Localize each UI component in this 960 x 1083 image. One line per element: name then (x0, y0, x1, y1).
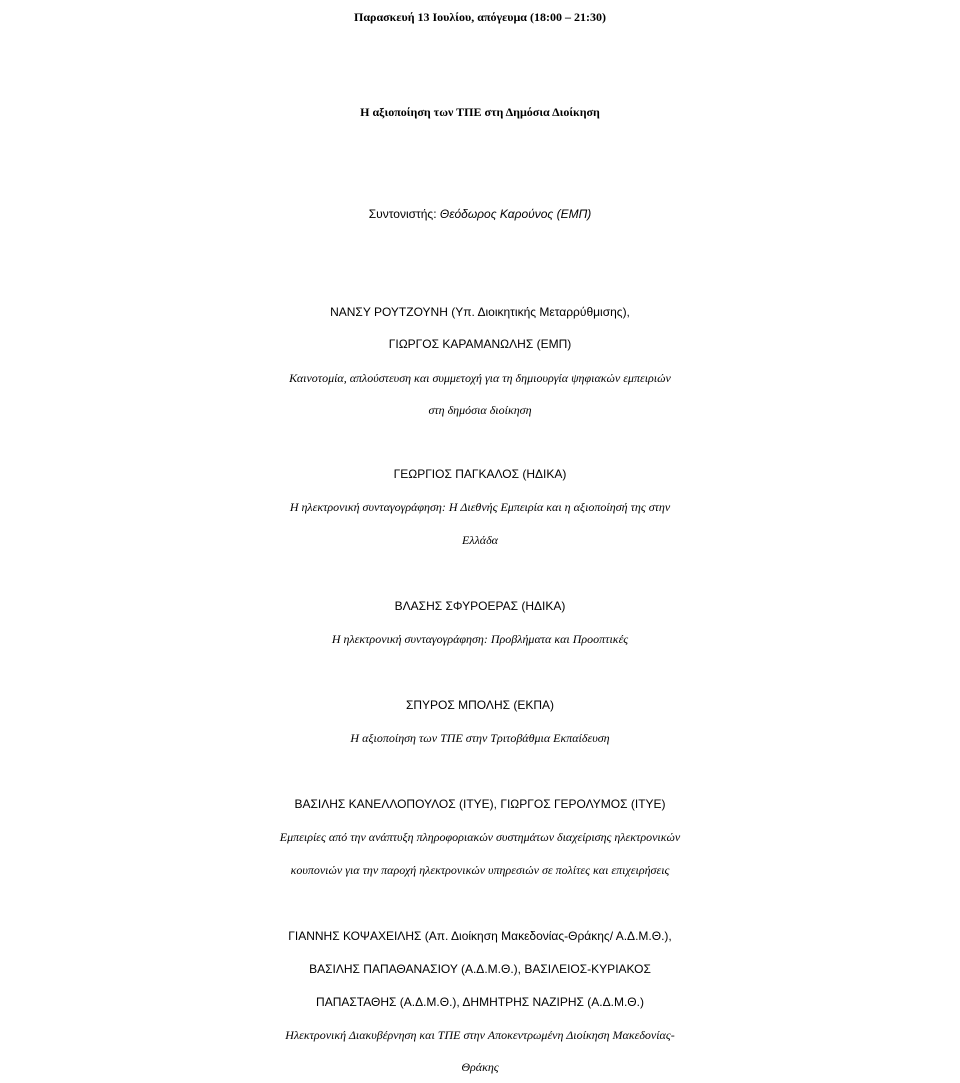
talk-1-authors-1: ΝΑΝΣΥ ΡΟΥΤΖΟΥΝΗ (Υπ. Διοικητικής Μεταρρύθμισης), (330, 305, 630, 319)
session-title: Η αξιοποίηση των ΤΠΕ στη Δημόσια Διοίκηση (360, 105, 600, 119)
talk-5-authors-1: ΒΑΣΙΛΗΣ ΚΑΝΕΛΛΟΠΟΥΛΟΣ (ΙΤΥΕ), ΓΙΩΡΓΟΣ ΓΕΡΟΛΥΜΟΣ (ΙΤΥΕ) (294, 797, 666, 811)
talk-5-title-2: κουπονιών για την παροχή ηλεκτρονικών υπηρεσιών σε πολίτες και επιχειρήσεις (290, 863, 670, 877)
talk-5-title-1: Εμπειρίες από την ανάπτυξη πληροφοριακών συστημάτων διαχείρισης ηλεκτρονικών (279, 830, 681, 844)
coordinator-name: Θεόδωρος Καρούνος (ΕΜΠ) (439, 207, 592, 221)
talk-2-title-2: Ελλάδα (462, 533, 498, 547)
talk-6-authors-3: ΠΑΠΑΣΤΑΘΗΣ (Α.Δ.Μ.Θ.), ΔΗΜΗΤΡΗΣ ΝΑΖΙΡΗΣ (Α.Δ.Μ.Θ.) (316, 995, 644, 1009)
session-date: Παρασκευή 13 Ιουλίου, απόγευμα (18:00 – 21:30) (354, 10, 606, 24)
talk-6-title-2: Θράκης (461, 1060, 499, 1074)
talk-3-authors-1: ΒΛΑΣΗΣ ΣΦΥΡΟΕΡΑΣ (ΗΔΙΚΑ) (394, 599, 566, 613)
talk-1-title-2: στη δημόσια διοίκηση (428, 403, 532, 417)
talk-4-authors-1: ΣΠΥΡΟΣ ΜΠΟΛΗΣ (ΕΚΠΑ) (405, 698, 555, 712)
coordinator-line (0, 199, 960, 229)
talk-2-title-1: Η ηλεκτρονική συνταγογράφηση: Η Διεθνής Εμπειρία και η αξιοποίησή της στην (289, 500, 671, 514)
coordinator-label: Συντονιστής: (368, 207, 437, 221)
talk-6-title-1: Ηλεκτρονική Διακυβέρνηση και ΤΠΕ στην Αποκεντρωμένη Διοίκηση Μακεδονίας- (285, 1028, 675, 1042)
talk-6-authors-1: ΓΙΑΝΝΗΣ ΚΟΨΑΧΕΙΛΗΣ (Απ. Διοίκηση Μακεδονίας-Θράκης/ Α.Δ.Μ.Θ.), (288, 929, 672, 943)
talk-2-authors-1: ΓΕΩΡΓΙΟΣ ΠΑΓΚΑΛΟΣ (ΗΔΙΚΑ) (393, 467, 567, 481)
talk-4-title-1: Η αξιοποίηση των ΤΠΕ στην Τριτοβάθμια Εκπαίδευση (350, 731, 610, 745)
talk-1-authors-2: ΓΙΩΡΓΟΣ ΚΑΡΑΜΑΝΩΛΗΣ (ΕΜΠ) (388, 337, 572, 351)
talk-1-title-1: Καινοτομία, απλούστευση και συμμετοχή για τη δημιουργία ψηφιακών εμπειριών (289, 371, 671, 385)
talk-3-title-1: Η ηλεκτρονική συνταγογράφηση: Προβλήματα και Προοπτικές (331, 632, 629, 646)
talk-6-authors-2: ΒΑΣΙΛΗΣ ΠΑΠΑΘΑΝΑΣΙΟΥ (Α.Δ.Μ.Θ.), ΒΑΣΙΛΕΙΟΣ-ΚΥΡΙΑΚΟΣ (309, 962, 651, 976)
